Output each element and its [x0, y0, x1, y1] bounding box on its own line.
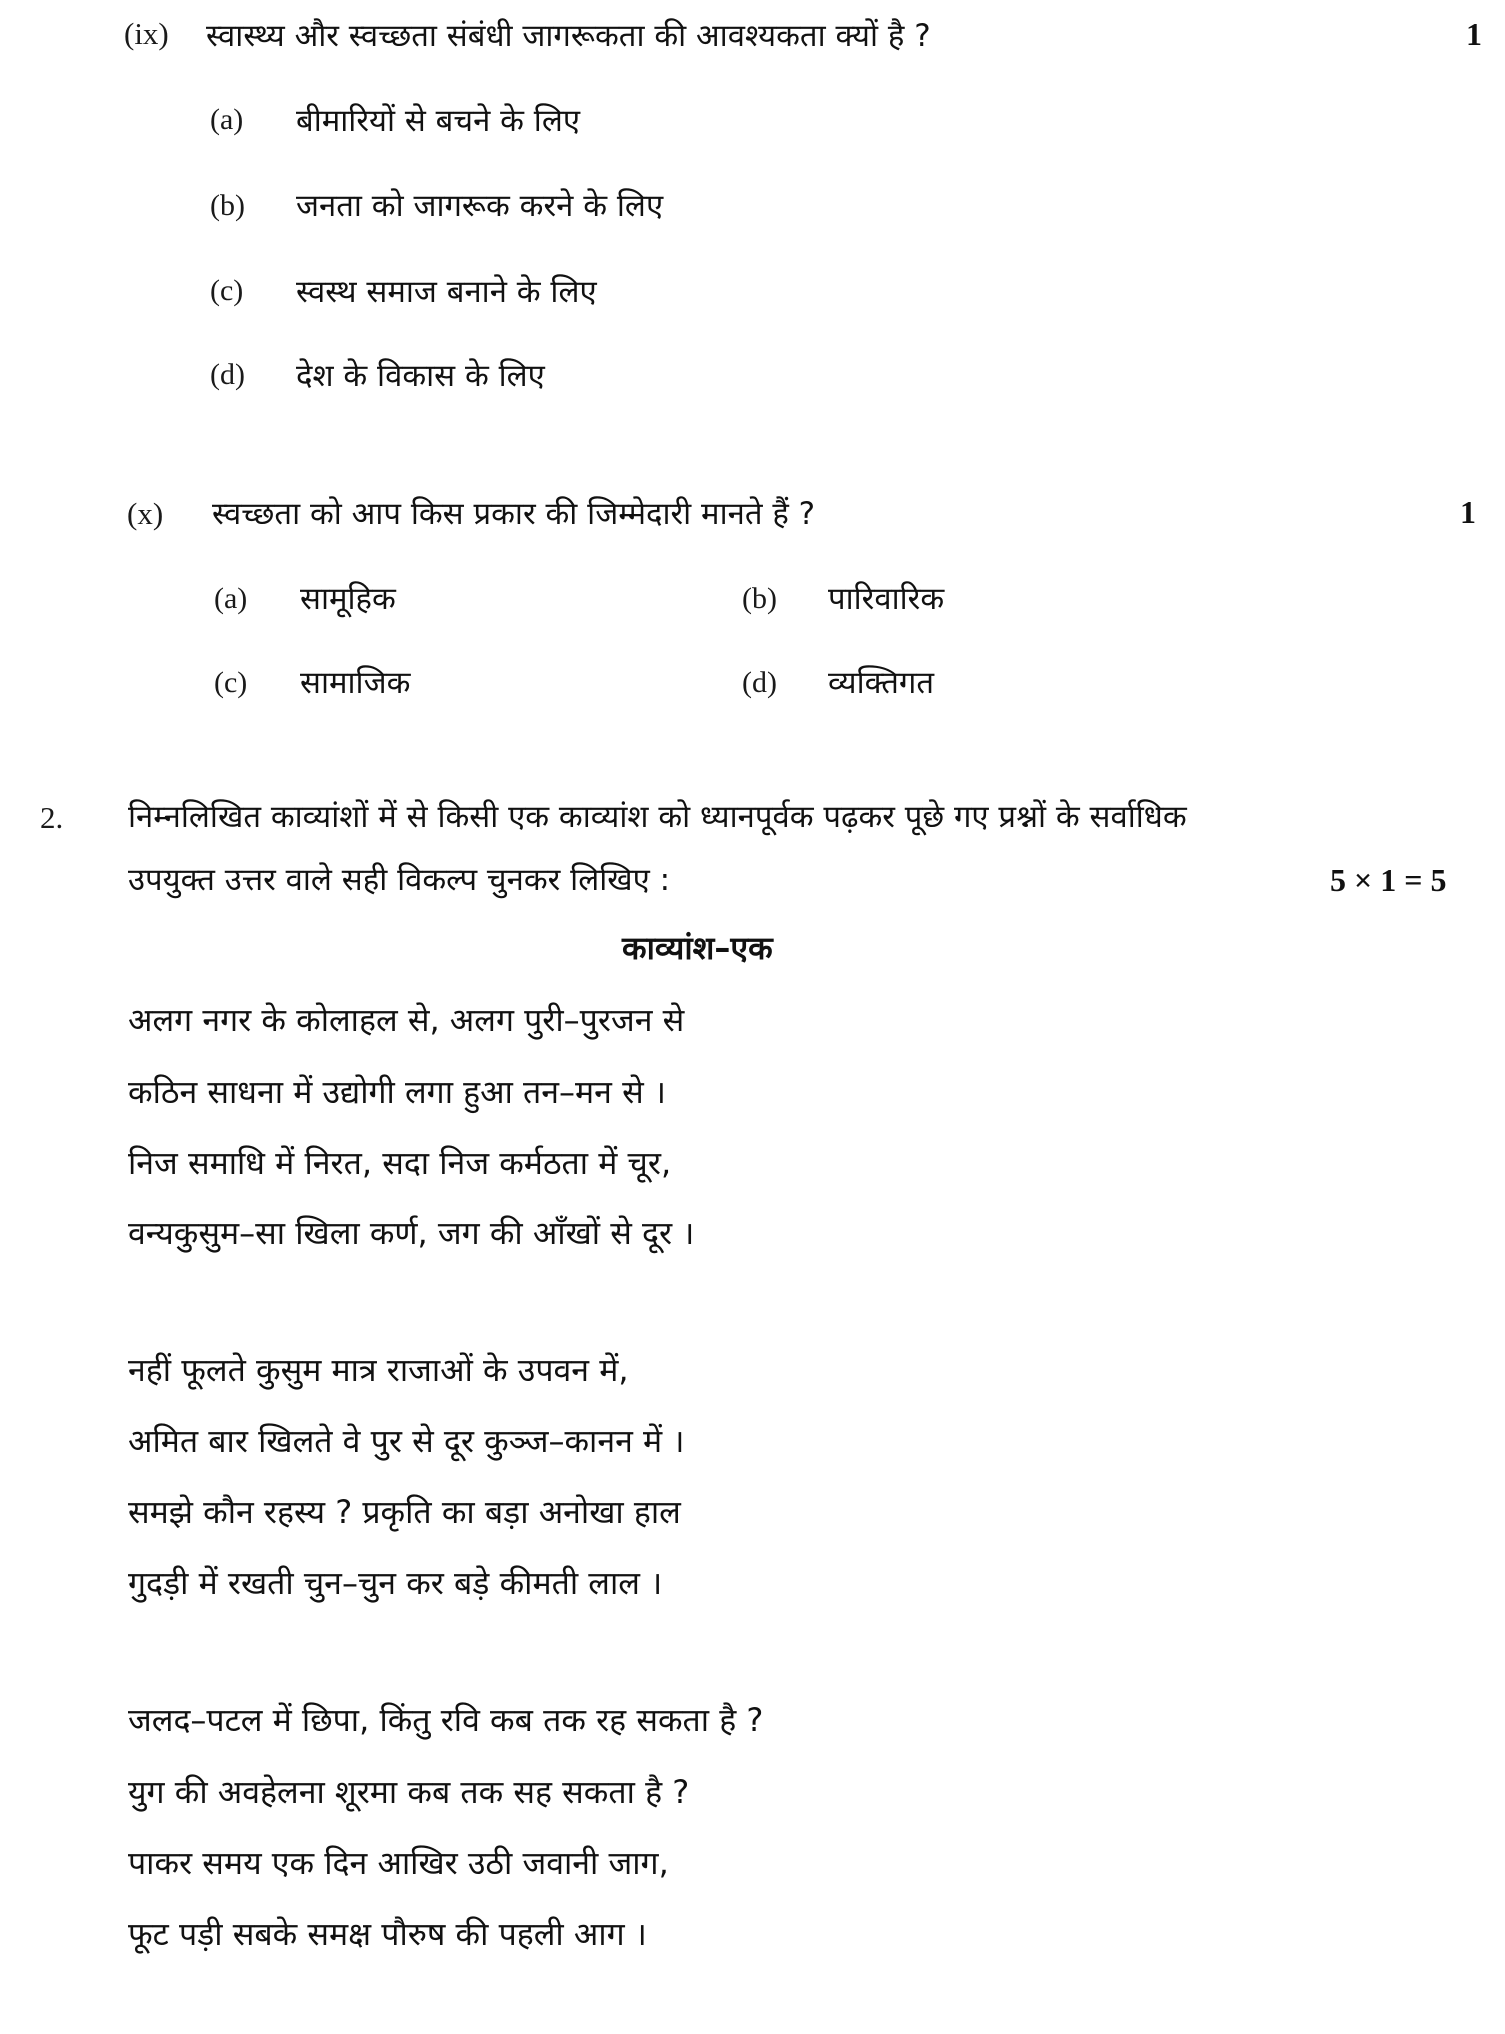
- option-label: (b): [210, 189, 245, 222]
- option-text: सामाजिक: [300, 665, 411, 701]
- poem-line: अलग नगर के कोलाहल से, अलग पुरी–पुरजन से: [128, 1001, 685, 1039]
- poem-line: पाकर समय एक दिन आखिर उठी जवानी जाग,: [128, 1844, 669, 1882]
- question-marks: 1: [1460, 494, 1476, 530]
- poem-line: गुदड़ी में रखती चुन–चुन कर बड़े कीमती लाल ।: [128, 1564, 663, 1602]
- question-text: स्वच्छता को आप किस प्रकार की जिम्मेदारी मानते हैं ?: [212, 496, 816, 532]
- question-number: (x): [127, 496, 164, 531]
- question-instruction-line-2: उपयुक्त उत्तर वाले सही विकल्प चुनकर लिखिए :: [128, 862, 671, 898]
- poem-line: युग की अवहेलना शूरमा कब तक सह सकता है ?: [128, 1773, 690, 1811]
- option-label: (a): [214, 582, 248, 615]
- poem-line: नहीं फूलते कुसुम मात्र राजाओं के उपवन में,: [128, 1351, 629, 1389]
- option-text: पारिवारिक: [828, 581, 945, 617]
- poem-line: अमित बार खिलते वे पुर से दूर कुञ्ज–कानन में ।: [128, 1422, 685, 1460]
- option-label: (b): [742, 582, 777, 615]
- option-label: (d): [742, 666, 777, 699]
- poem-line: कठिन साधना में उद्योगी लगा हुआ तन–मन से ।: [128, 1073, 667, 1111]
- poem-line: वन्यकुसुम–सा खिला कर्ण, जग की आँखों से दूर ।: [128, 1214, 695, 1252]
- question-marks: 1: [1466, 16, 1482, 52]
- question-text: स्वास्थ्य और स्वच्छता संबंधी जागरूकता की आवश्यकता क्यों है ?: [206, 18, 931, 54]
- option-text: स्वस्थ समाज बनाने के लिए: [296, 274, 597, 310]
- poem-line: निज समाधि में निरत, सदा निज कर्मठता में चूर,: [128, 1144, 672, 1182]
- option-text: सामूहिक: [300, 581, 396, 617]
- question-marks: 5 × 1 = 5: [1330, 862, 1447, 898]
- option-label: (d): [210, 358, 245, 391]
- option-label: (a): [210, 103, 244, 136]
- question-instruction-line-1: निम्नलिखित काव्यांशों में से किसी एक काव्यांश को ध्यानपूर्वक पढ़कर पूछे गए प्रश्नों के सर्वाधिक: [128, 799, 1187, 835]
- question-number: (ix): [124, 16, 169, 51]
- poem-line: फूट पड़ी सबके समक्ष पौरुष की पहली आग ।: [128, 1915, 647, 1953]
- option-label: (c): [214, 666, 248, 699]
- option-text: जनता को जागरूक करने के लिए: [296, 188, 664, 224]
- option-text: व्यक्तिगत: [828, 665, 935, 701]
- poem-title: काव्यांश–एक: [622, 929, 773, 967]
- poem-line: जलद–पटल में छिपा, किंतु रवि कब तक रह सकता है ?: [128, 1701, 764, 1739]
- question-number: 2.: [40, 800, 64, 835]
- option-text: बीमारियों से बचने के लिए: [296, 103, 580, 139]
- option-text: देश के विकास के लिए: [296, 358, 545, 394]
- option-label: (c): [210, 274, 244, 307]
- poem-line: समझे कौन रहस्य ? प्रकृति का बड़ा अनोखा हाल: [128, 1493, 681, 1531]
